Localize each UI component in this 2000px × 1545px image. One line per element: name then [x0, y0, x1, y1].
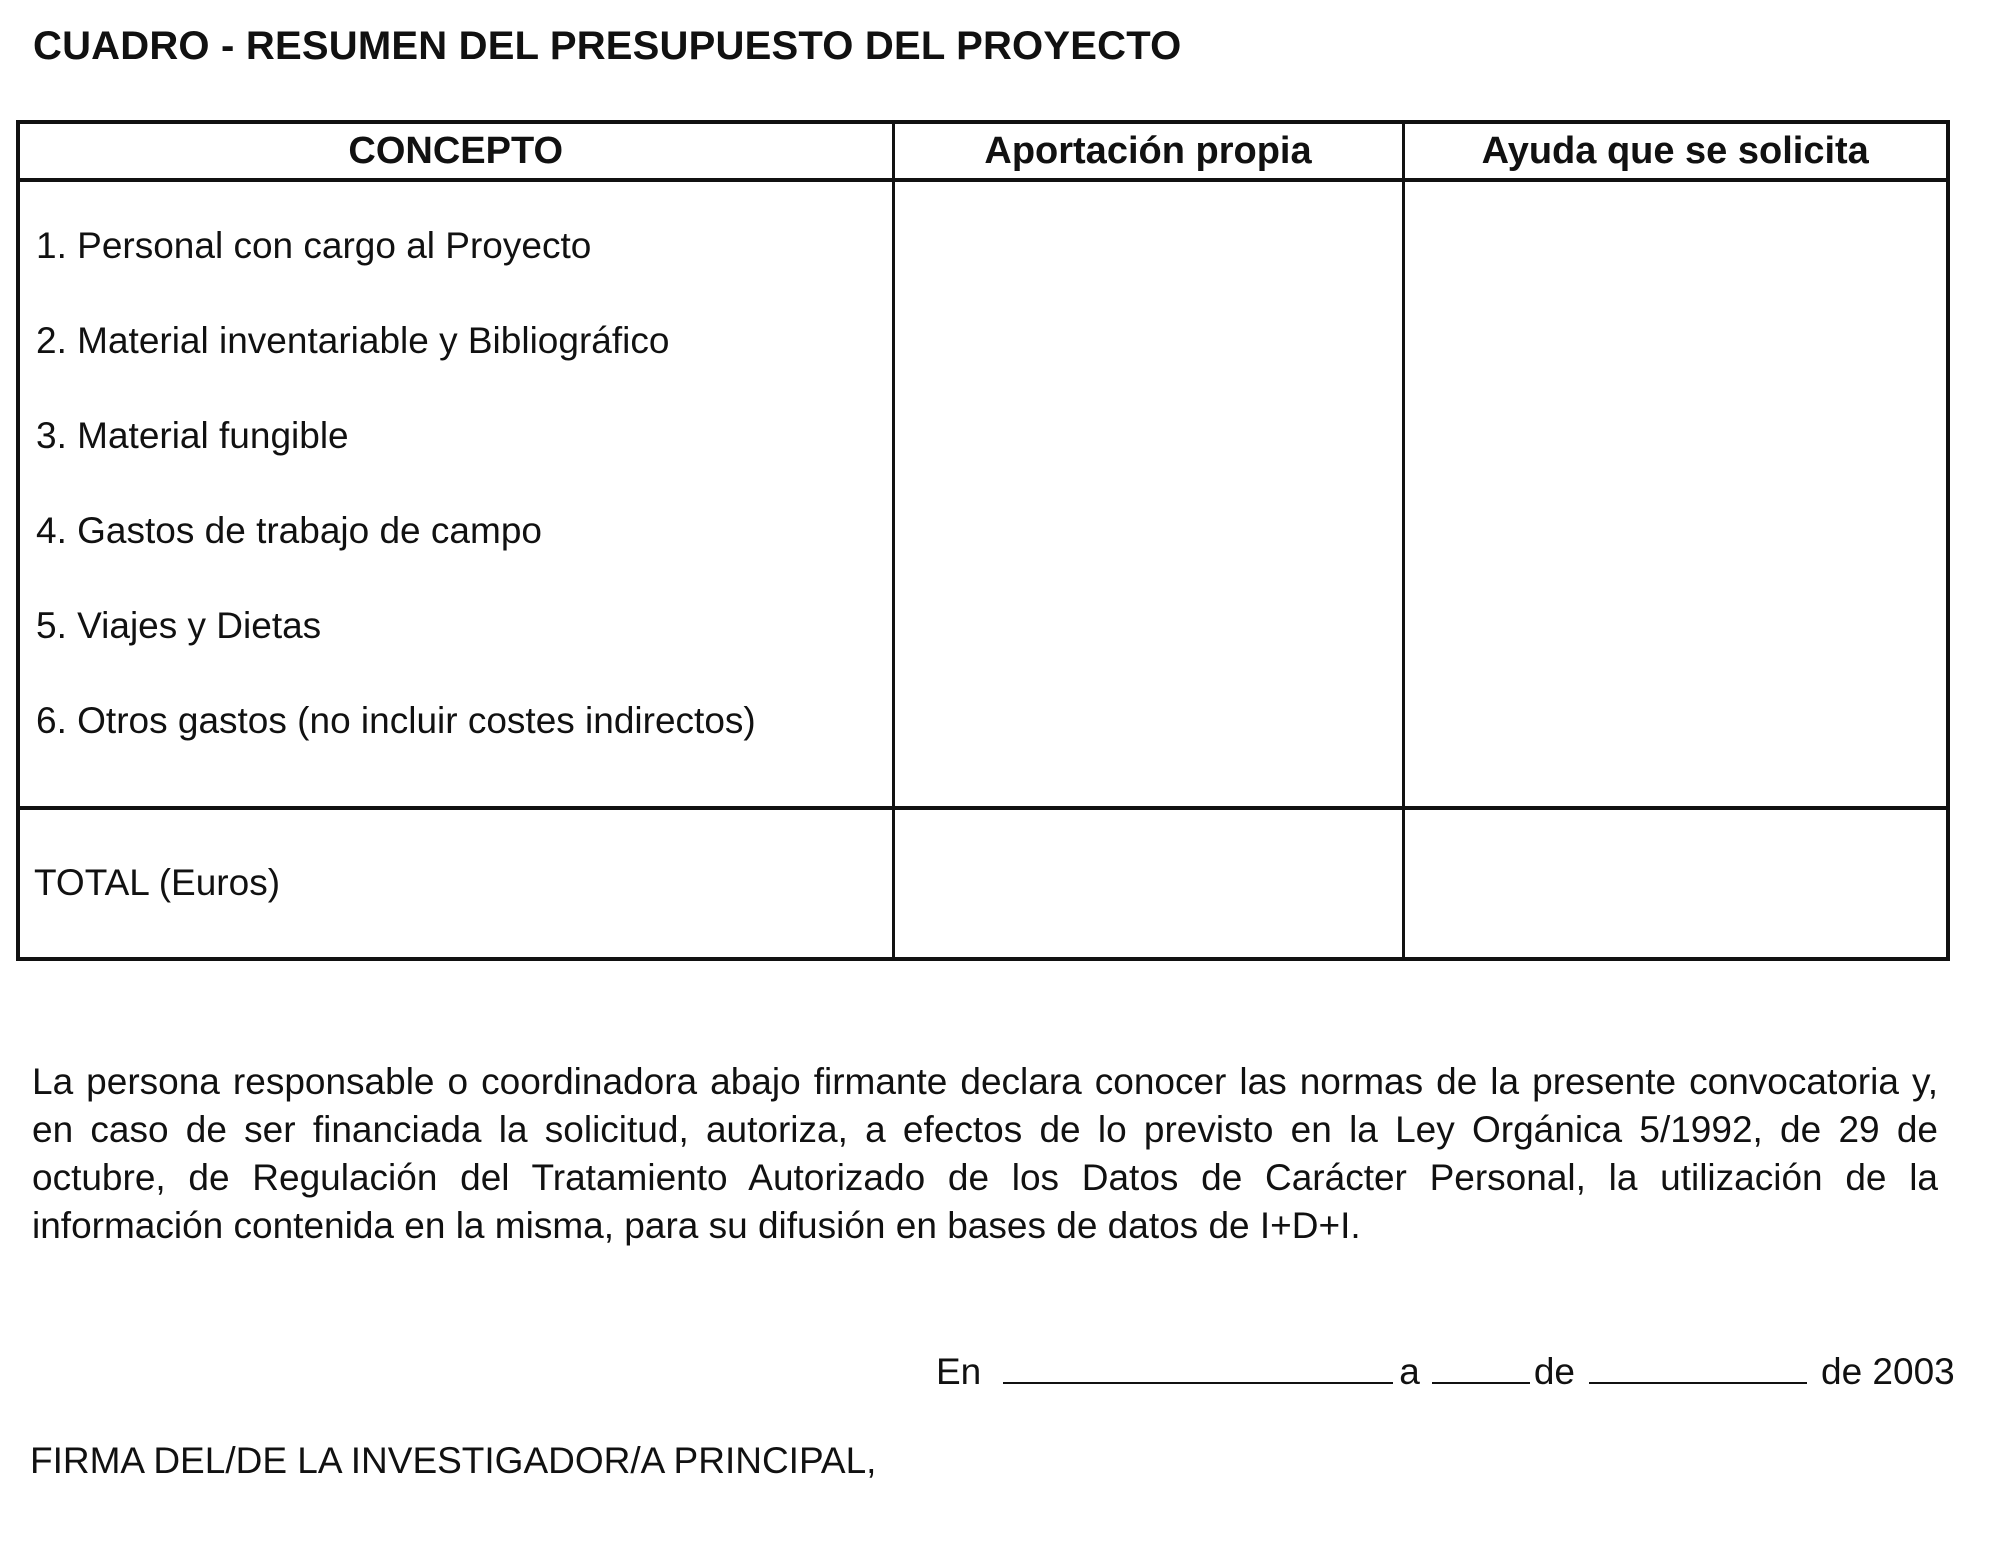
page-title: CUADRO - RESUMEN DEL PRESUPUESTO DEL PROYECTO	[33, 24, 1182, 68]
items-row	[18, 180, 1948, 808]
date-en-label: En	[936, 1351, 982, 1392]
budget-table	[16, 120, 1950, 961]
date-line	[936, 1346, 1955, 1393]
concept-list	[20, 182, 892, 794]
signature-label: FIRMA DEL/DE LA INVESTIGADOR/A PRINCIPAL,	[30, 1440, 877, 1481]
place-blank[interactable]	[1003, 1346, 1393, 1384]
date-a-label: a	[1399, 1351, 1420, 1392]
date-de-label: de	[1533, 1351, 1575, 1392]
aportacion-propia-cell[interactable]	[893, 180, 1403, 808]
header-row	[18, 122, 1948, 180]
total-label: TOTAL (Euros)	[34, 862, 281, 903]
concept-item-material-inventariable: 2. Material inventariable y Bibliográfico	[36, 320, 670, 361]
ayuda-solicitada-cell[interactable]	[1403, 180, 1948, 808]
day-blank[interactable]	[1432, 1346, 1530, 1384]
concept-item-viajes-dietas: 5. Viajes y Dietas	[36, 605, 322, 646]
total-aportacion-propia-cell[interactable]	[893, 808, 1403, 959]
header-concepto: CONCEPTO	[18, 122, 893, 180]
concept-item-personal: 1. Personal con cargo al Proyecto	[36, 225, 592, 266]
total-label-cell	[18, 808, 893, 959]
header-aportacion-propia: Aportación propia	[893, 122, 1403, 180]
total-ayuda-solicitada-cell[interactable]	[1403, 808, 1948, 959]
total-row	[18, 808, 1948, 959]
declaration-paragraph: La persona responsable o coordinadora abajo firmante declara conocer las normas de la presente convocatoria y, en caso de ser financiada la solicitud, autoriza, a efectos de lo previsto en la Ley Orgánica 5/1992, de 29 de octubre, de Regulación del Tratamiento Autorizado de los Datos de Carácter Personal, la utilización de la información contenida en la misma, para su difusión en bases de datos de I+D+I.	[32, 1061, 1938, 1246]
concept-item-trabajo-campo: 4. Gastos de trabajo de campo	[36, 510, 542, 551]
concept-item-material-fungible: 3. Material fungible	[36, 415, 349, 456]
concept-cell	[18, 180, 893, 808]
header-ayuda-solicitada: Ayuda que se solicita	[1403, 122, 1948, 180]
concept-item-otros-gastos: 6. Otros gastos (no incluir costes indirectos)	[36, 700, 756, 741]
month-blank[interactable]	[1589, 1346, 1807, 1384]
date-year-label: de 2003	[1821, 1351, 1955, 1392]
